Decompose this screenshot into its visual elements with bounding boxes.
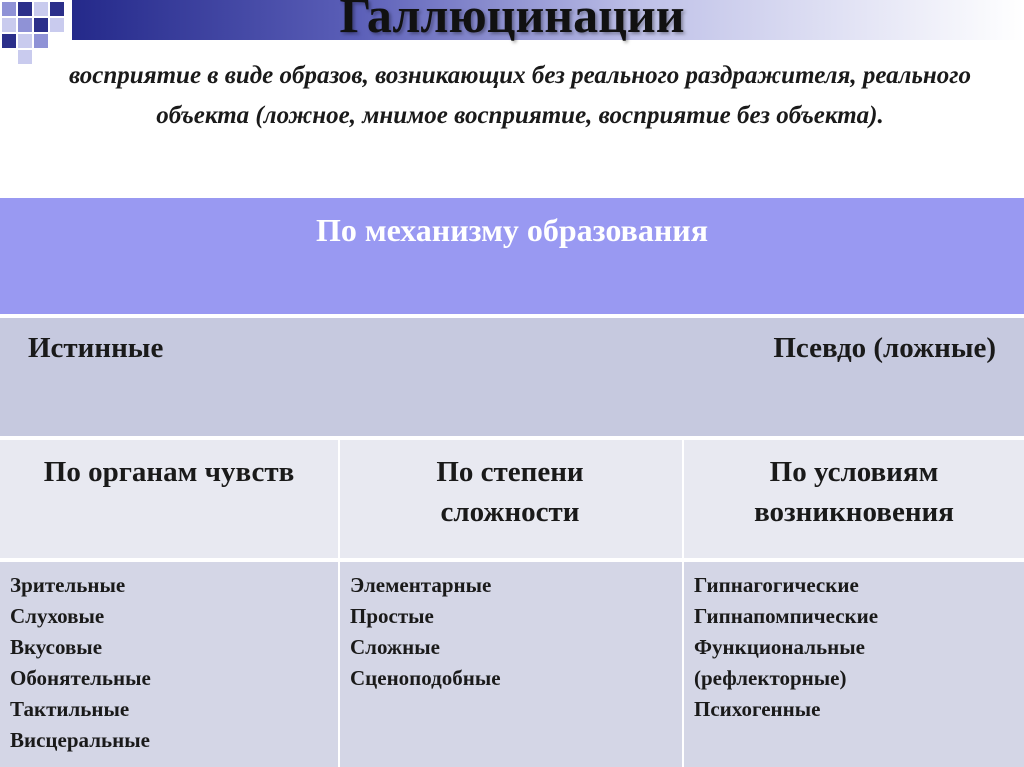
list-item: Обонятельные bbox=[10, 666, 151, 690]
mechanism-header-row bbox=[0, 196, 1024, 316]
items-column-senses bbox=[0, 562, 340, 767]
list-item: (рефлекторные) bbox=[694, 666, 847, 690]
list-item: Сценоподобные bbox=[350, 666, 501, 690]
list-item: Функциональные bbox=[694, 635, 865, 659]
type-pseudo: Псевдо (ложные) bbox=[773, 332, 996, 364]
classification-cell-senses bbox=[0, 440, 340, 558]
classification-label: По условиям возникновения bbox=[754, 456, 954, 528]
classification-row bbox=[0, 440, 1024, 560]
items-column-conditions bbox=[684, 562, 1024, 767]
list-item: Психогенные bbox=[694, 697, 821, 721]
items-list bbox=[10, 570, 151, 756]
list-item: Элементарные bbox=[350, 573, 492, 597]
definition-text: восприятие в виде образов, возникающих без реального раздражителя, реального объекта (ложное, мнимое восприятие, восприятие без объекта). bbox=[68, 62, 972, 129]
items-list bbox=[694, 570, 878, 725]
list-item: Слуховые bbox=[10, 604, 105, 628]
classification-label: По степени сложности bbox=[436, 456, 584, 528]
classification-cell-conditions bbox=[684, 440, 1024, 558]
mechanism-header: По механизму образования bbox=[315, 212, 709, 248]
list-item: Висцеральные bbox=[10, 728, 150, 752]
classification-cell-complexity bbox=[340, 440, 684, 558]
classification-label: По органам чувств bbox=[43, 456, 295, 488]
list-item: Вкусовые bbox=[10, 635, 103, 659]
list-item: Зрительные bbox=[10, 573, 126, 597]
list-item: Гипнапомпические bbox=[694, 604, 879, 628]
list-item: Гипнагогические bbox=[694, 573, 859, 597]
items-list bbox=[350, 570, 501, 694]
list-item: Сложные bbox=[350, 635, 440, 659]
slide-title: Галлюцинации bbox=[339, 0, 685, 43]
type-true: Истинные bbox=[28, 332, 164, 364]
items-row bbox=[0, 562, 1024, 767]
list-item: Простые bbox=[350, 604, 434, 628]
types-row bbox=[0, 318, 1024, 438]
items-column-complexity bbox=[340, 562, 684, 767]
list-item: Тактильные bbox=[10, 697, 130, 721]
